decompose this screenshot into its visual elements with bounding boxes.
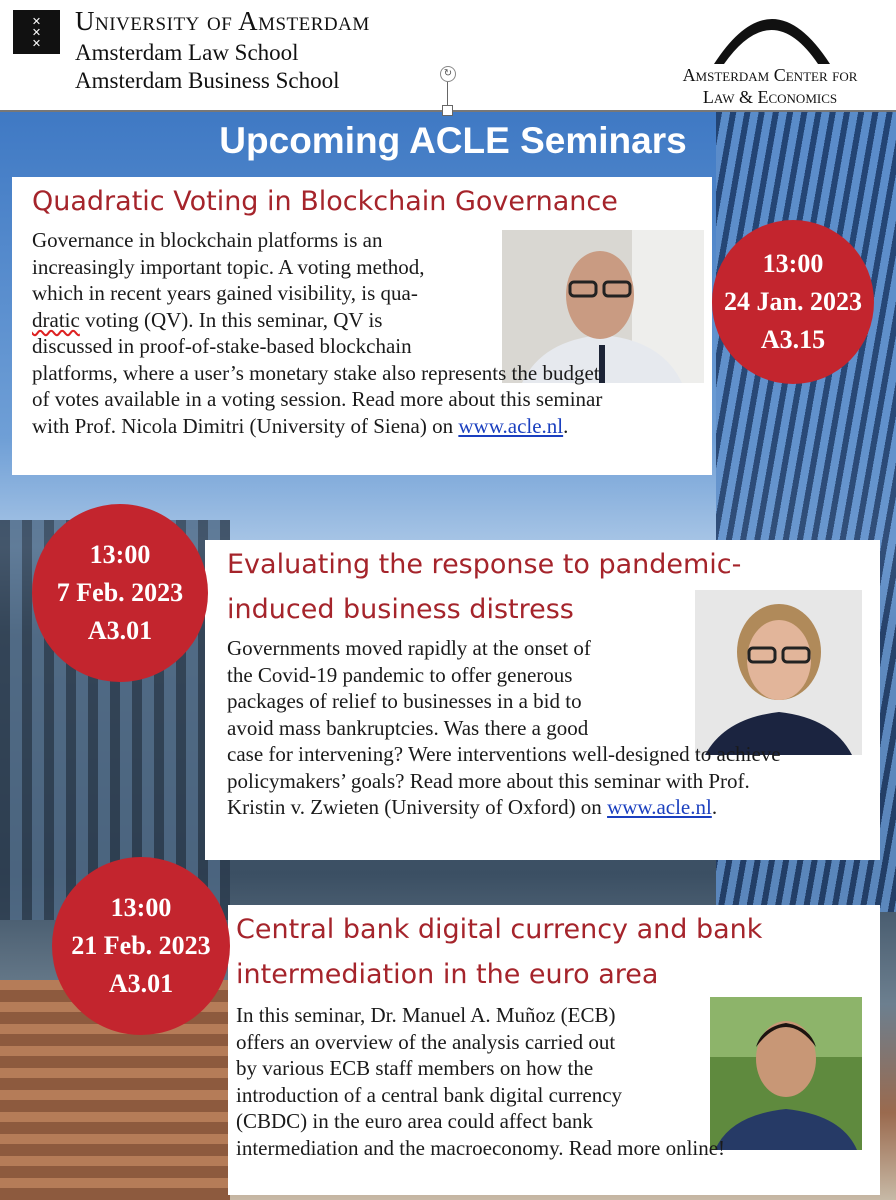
school-business: Amsterdam Business School [75,68,340,93]
seminar-title: Evaluating the response to pandemic- induced business distress [227,549,742,625]
school-law: Amsterdam Law School [75,40,299,65]
uva-logo: ✕ ✕ ✕ [13,10,60,54]
speaker-photo [710,997,862,1150]
seminar-title: Quadratic Voting in Blockchain Governance [32,186,618,217]
university-name: University of Amsterdam [75,6,370,36]
acle-arc-logo [710,4,834,66]
date-badge-3: 13:00 21 Feb. 2023 A3.01 [52,857,230,1035]
acle-link[interactable]: www.acle.nl [607,795,712,819]
seminar-card-3 [228,905,880,1195]
seminar-card-2 [205,540,880,860]
seminar-description: In this seminar, Dr. Manuel A. Muñoz (ECB) offers an overview of the analysis carried out by various ECB staff members on how the introduction of a central bank digital currency (CBDC) in the euro area could affect bank intermediation and the macroeconomy. Read more online! [236,1003,726,1160]
acle-name: Amsterdam Center for Law & Economics [682,65,858,107]
header [0,0,896,112]
acle-link[interactable]: www.acle.nl [458,413,564,438]
rotate-handle-icon[interactable]: ↻ [440,66,456,82]
seminar-description: Governments moved rapidly at the onset of the Covid-19 pandemic to offer generous packages of relief to businesses in a bid to avoid mass bankruptcies. Was there a good case for intervening? Were interventions well-designed to achieve policymakers’ goals? Read more about this seminar with Prof. Kristin v. Zwieten (University of Oxford) on www.acle.nl. [227,636,781,819]
resize-handle[interactable] [442,105,453,116]
date-badge-1: 13:00 24 Jan. 2023 A3.15 [712,220,874,384]
handle-line [447,82,448,106]
seminar-title: Central bank digital currency and bank intermediation in the euro area [236,914,763,990]
seminar-description: Governance in blockchain platforms is an increasingly important topic. A voting method, which in recent years gained visibility, is qua- dratic voting (QV). In this seminar, QV is discussed in proof-of-stake-based blockchain platforms, where a user’s monetary stake also represents the budget of votes available in a voting session. Read more about this seminar with Prof. Nicola Dimitri (University of Siena) on www.acle.nl. [32,228,603,438]
date-badge-2: 13:00 7 Feb. 2023 A3.01 [32,504,208,682]
seminar-card-1 [12,177,712,475]
page-title: Upcoming ACLE Seminars [219,120,687,161]
